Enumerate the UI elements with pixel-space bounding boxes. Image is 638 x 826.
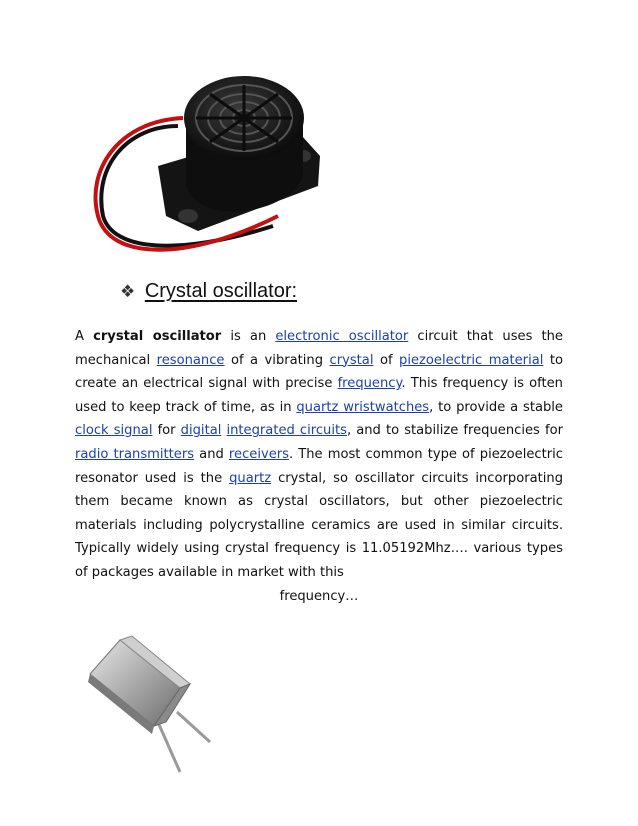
section-title: Crystal oscillator: bbox=[144, 280, 298, 302]
text-run: , to provide a stable bbox=[429, 399, 563, 415]
link-digital[interactable]: digital bbox=[180, 423, 222, 439]
text-run: circuit that uses the mechanical bbox=[75, 329, 563, 368]
link-crystal[interactable]: crystal bbox=[329, 352, 374, 368]
diamond-bullet-icon: ❖ bbox=[120, 282, 136, 301]
text-run: of a vibrating bbox=[224, 352, 330, 368]
piezo-buzzer-image bbox=[88, 66, 328, 266]
link-quartz-wristwatches[interactable]: quartz wristwatches bbox=[296, 399, 430, 415]
text-run: for bbox=[152, 423, 181, 439]
link-resonance[interactable]: resonance bbox=[156, 352, 225, 368]
crystal-oscillator-image bbox=[82, 630, 222, 780]
link-integrated-circuits[interactable]: integrated circuits bbox=[226, 423, 347, 439]
text-run: A bbox=[75, 329, 94, 344]
bold-term: crystal oscillator bbox=[93, 329, 222, 344]
text-run: crystal, so oscillator circuits incorporating them became known as crystal oscillators, but other piezoelectric materials including polycrystalline ceramics are used in similar circuits. Typically widely using crystal frequency is 11.05192Mhz…. various types of packages available in market with this bbox=[75, 470, 563, 580]
text-run: . The most common type of piezoelectric resonator used is the bbox=[75, 446, 563, 486]
link-receivers[interactable]: receivers bbox=[228, 446, 289, 462]
body-paragraph bbox=[75, 325, 563, 608]
link-quartz[interactable]: quartz bbox=[229, 470, 272, 486]
link-clock-signal[interactable]: clock signal bbox=[75, 423, 153, 439]
link-piezoelectric-material[interactable]: piezoelectric material bbox=[399, 352, 544, 368]
text-run: is an bbox=[221, 329, 276, 344]
text-run: , and to stabilize frequencies for bbox=[346, 423, 563, 439]
text-run: to create an electrical signal with precise bbox=[75, 352, 563, 392]
section-heading bbox=[120, 280, 297, 303]
text-run-last-line: frequency… bbox=[279, 588, 359, 604]
text-run: and bbox=[194, 446, 229, 462]
link-radio-transmitters[interactable]: radio transmitters bbox=[75, 446, 195, 462]
text-run: . This frequency is often used to keep track of time, as in bbox=[75, 376, 563, 415]
link-frequency[interactable]: frequency bbox=[337, 376, 402, 392]
link-electronic-oscillator[interactable]: electronic oscillator bbox=[275, 329, 409, 344]
text-run: of bbox=[373, 352, 400, 368]
